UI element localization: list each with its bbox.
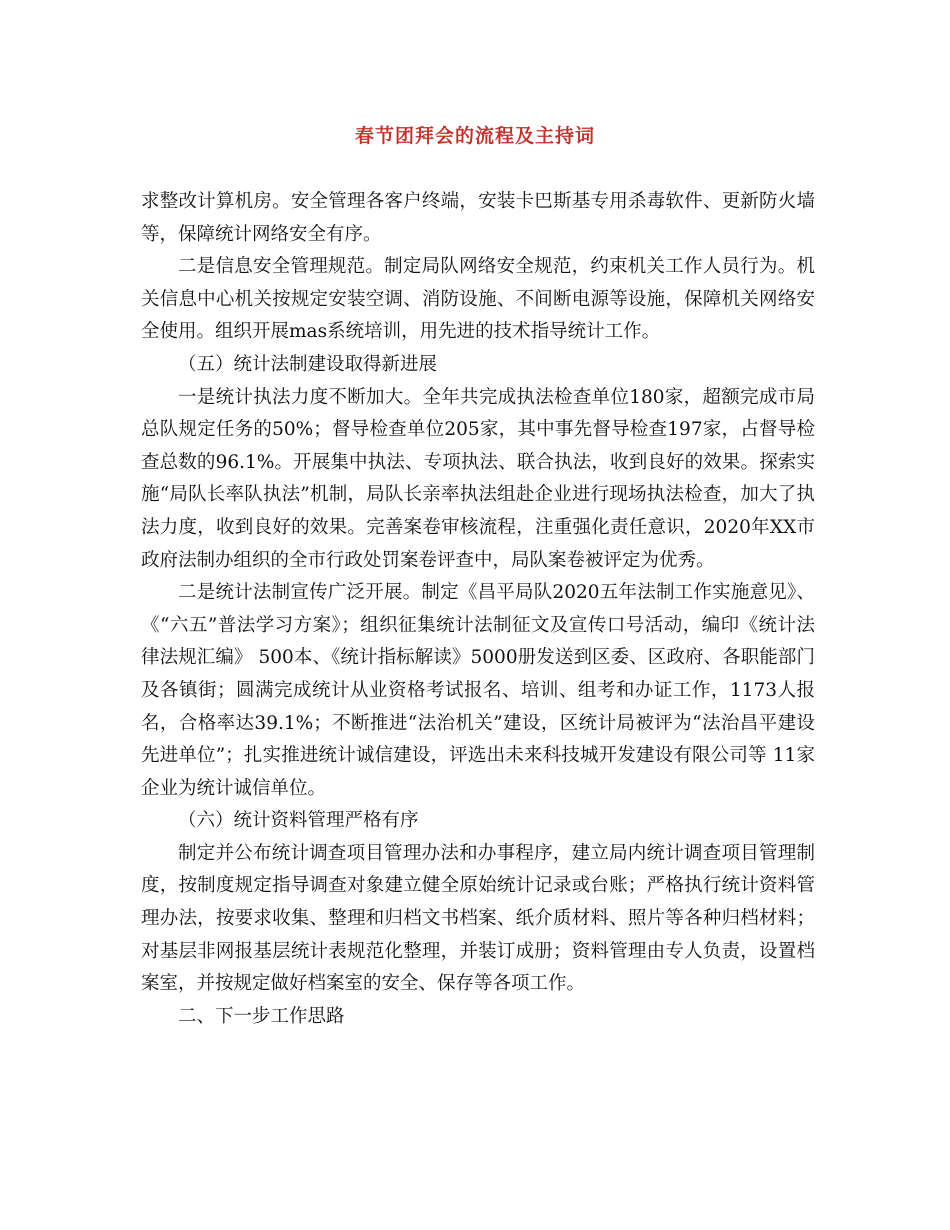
- paragraph: 二是统计法制宣传广泛开展。制定《昌平局队2020五年法制工作实施意见》、《“六五”普法学习方案》；组织征集统计法制征文及宣传口号活动，编印《统计法律法规汇编》 500本、《统计指标解读》5000册发送到区委、区政府、各职能部门及各镇街；圆满完成统计从业资格考试报名、培训、组考和办证工作，1173人报名，合格率达39.1%；不断推进“法治机关”建设，区统计局被评为“法治昌平建设先进单位”；扎实推进统计诚信建设，评选出未来科技城开发建设有限公司等 11家企业为统计诚信单位。: [141, 582, 815, 799]
- document-title: 春节团拜会的流程及主持词: [354, 125, 595, 147]
- section-heading: （五）统计法制建设取得新进展: [178, 353, 438, 375]
- document-body: [141, 186, 815, 1033]
- paragraph: 一是统计执法力度不断加大。全年共完成执法检查单位180家，超额完成市局总队规定任务的50%；督导检查单位205家，其中事先督导检查197家，占督导检查总数的96.1%。开展集中执法、专项执法、联合执法，收到良好的效果。探索实施“局队长率队执法”机制，局队长亲率执法组赴企业进行现场执法检查，加大了执法力度，收到良好的效果。完善案卷审核流程，注重强化责任意识，2020年XX市政府法制办组织的全市行政处罚案卷评查中，局队案卷被评定为优秀。: [141, 386, 815, 571]
- section-heading: （六）统计资料管理严格有序: [178, 810, 419, 832]
- section-heading: 二、下一步工作思路: [178, 1005, 345, 1027]
- paragraph: 二是信息安全管理规范。制定局队网络安全规范，约束机关工作人员行为。机关信息中心机关按规定安装空调、消防设施、不间断电源等设施，保障机关网络安全使用。组织开展mas系统培训，用先进的技术指导统计工作。: [141, 256, 815, 343]
- paragraph: 求整改计算机房。安全管理各客户终端，安装卡巴斯基专用杀毒软件、更新防火墙等，保障统计网络安全有序。: [141, 191, 815, 245]
- paragraph: 制定并公布统计调查项目管理办法和办事程序，建立局内统计调查项目管理制度，按制度规定指导调查对象建立健全原始统计记录或台账；严格执行统计资料管理办法，按要求收集、整理和归档文书档案、纸介质材料、照片等各种归档材料；对基层非网报基层统计表规范化整理，并装订成册；资料管理由专人负责，设置档案室，并按规定做好档案室的安全、保存等各项工作。: [141, 842, 815, 995]
